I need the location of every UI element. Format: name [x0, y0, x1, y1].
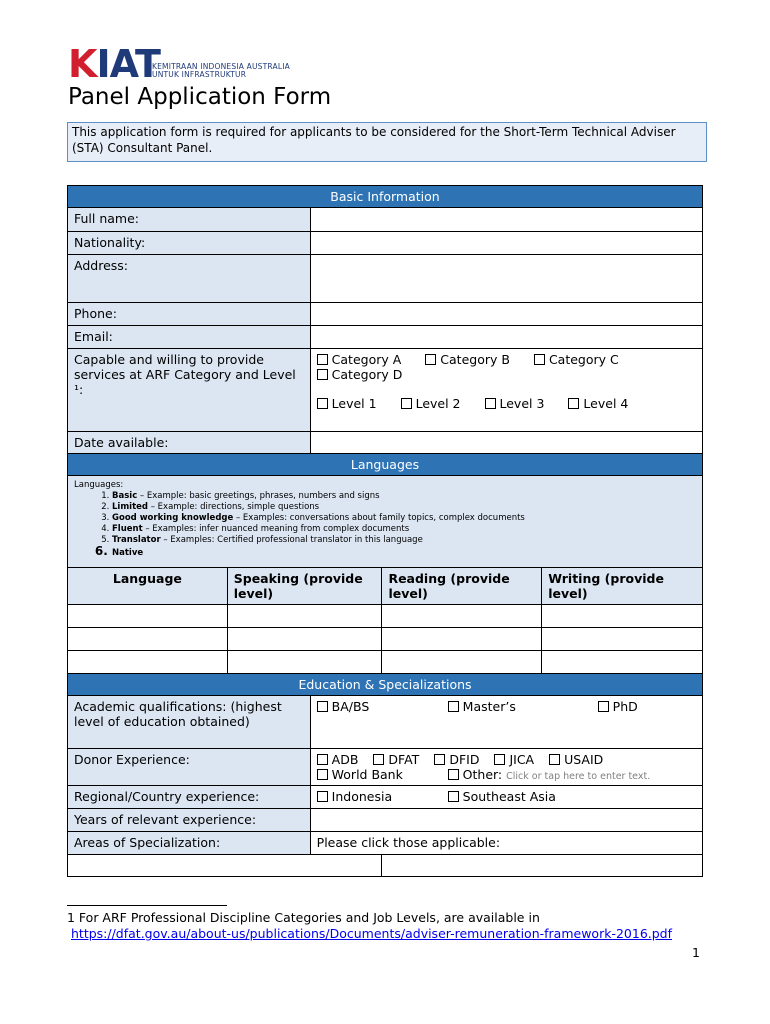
- language-level-item: 3. Good working knowledge – Examples: conversations about family topics, complex documents: [112, 513, 696, 524]
- nationality-field[interactable]: [310, 232, 702, 255]
- years-experience-label: Years of relevant experience:: [68, 809, 311, 832]
- page-title: Panel Application Form: [68, 84, 332, 110]
- language-legend-intro: Languages:: [74, 480, 124, 490]
- logo-mark-k: K: [68, 42, 97, 86]
- application-form-table: [67, 185, 703, 877]
- footnote-text: For ARF Professional Discipline Categories and Job Levels, are available in: [74, 910, 540, 925]
- level-3-checkbox[interactable]: Level 3: [485, 396, 545, 411]
- other-checkbox[interactable]: Other: Click or tap here to enter text.: [448, 767, 651, 782]
- specialization-cell[interactable]: [68, 855, 382, 877]
- speaking-cell[interactable]: [227, 628, 382, 651]
- category-level-options: [310, 349, 702, 432]
- writing-cell[interactable]: [542, 628, 703, 651]
- language-cell[interactable]: [68, 628, 228, 651]
- indonesia-checkbox[interactable]: Indonesia: [317, 789, 448, 804]
- address-field[interactable]: [310, 255, 702, 303]
- footnote: [67, 910, 672, 942]
- years-experience-field[interactable]: [310, 809, 702, 832]
- world-bank-checkbox[interactable]: World Bank: [317, 767, 448, 782]
- phone-field[interactable]: [310, 303, 702, 326]
- language-levels-legend: [68, 476, 703, 568]
- category-a-checkbox[interactable]: Category A: [317, 352, 402, 367]
- address-label: Address:: [68, 255, 311, 303]
- southeast-asia-checkbox[interactable]: Southeast Asia: [448, 789, 556, 804]
- reading-cell[interactable]: [382, 605, 542, 628]
- masters-checkbox[interactable]: Master’s: [448, 699, 598, 714]
- dfid-checkbox[interactable]: DFID: [434, 752, 479, 767]
- language-cell[interactable]: [68, 605, 228, 628]
- language-cell[interactable]: [68, 651, 228, 674]
- academic-options: [310, 696, 702, 749]
- footnote-separator: [67, 905, 227, 906]
- specialization-label: Areas of Specialization:: [68, 832, 311, 855]
- language-level-item: 4. Fluent – Examples: infer nuanced meaning from complex documents: [112, 524, 696, 535]
- regional-label: Regional/Country experience:: [68, 786, 311, 809]
- full-name-label: Full name:: [68, 208, 311, 232]
- table-row: [68, 628, 703, 651]
- intro-box: This application form is required for applicants to be considered for the Short-Term Technical Adviser (STA) Consultant Panel.: [67, 122, 707, 162]
- col-language: Language: [68, 568, 228, 605]
- reading-cell[interactable]: [382, 628, 542, 651]
- logo-line2: UNTUK INFRASTRUKTUR: [152, 70, 247, 79]
- date-available-field[interactable]: [310, 432, 702, 454]
- category-options: [317, 352, 696, 382]
- specialization-cell[interactable]: [382, 855, 703, 877]
- language-level-item: 2. Limited – Example: directions, simple questions: [112, 502, 696, 513]
- writing-cell[interactable]: [542, 605, 703, 628]
- language-level-item: 5. Translator – Examples: Certified professional translator in this language: [112, 535, 696, 546]
- level-4-checkbox[interactable]: Level 4: [568, 396, 628, 411]
- academic-label: Academic qualifications: (highest level of education obtained): [68, 696, 311, 749]
- col-reading: Reading (provide level): [382, 568, 542, 605]
- logo-line1: KEMITRAAN INDONESIA AUSTRALIA: [152, 62, 290, 71]
- ba-bs-checkbox[interactable]: BA/BS: [317, 699, 448, 714]
- category-c-checkbox[interactable]: Category C: [534, 352, 619, 367]
- other-text-input[interactable]: Click or tap here to enter text.: [506, 771, 651, 782]
- donor-label: Donor Experience:: [68, 749, 311, 786]
- section-header-languages: Languages: [68, 454, 703, 476]
- col-writing: Writing (provide level): [542, 568, 703, 605]
- language-level-item: 6. Native: [112, 546, 696, 559]
- email-field[interactable]: [310, 326, 702, 349]
- logo-mark-rest: IAT: [96, 42, 160, 86]
- arf-framework-link[interactable]: https://dfat.gov.au/about-us/publications/Documents/adviser-remuneration-framework-2016.pdf: [71, 926, 673, 941]
- nationality-label: Nationality:: [68, 232, 311, 255]
- language-levels-list: [74, 491, 696, 559]
- logo-mark: [68, 42, 160, 86]
- regional-options: [310, 786, 702, 809]
- logo-text: [152, 63, 290, 79]
- table-row: [68, 651, 703, 674]
- table-row: [68, 605, 703, 628]
- footnote-mark: 1: [67, 910, 75, 925]
- phd-checkbox[interactable]: PhD: [598, 699, 638, 714]
- phone-label: Phone:: [68, 303, 311, 326]
- level-options: [317, 396, 696, 411]
- usaid-checkbox[interactable]: USAID: [549, 752, 603, 767]
- speaking-cell[interactable]: [227, 651, 382, 674]
- specialization-prompt: Please click those applicable:: [310, 832, 702, 855]
- reading-cell[interactable]: [382, 651, 542, 674]
- category-b-checkbox[interactable]: Category B: [425, 352, 510, 367]
- donor-options: [310, 749, 702, 786]
- jica-checkbox[interactable]: JICA: [494, 752, 534, 767]
- full-name-field[interactable]: [310, 208, 702, 232]
- category-level-label: Capable and willing to provide services at ARF Category and Level ¹:: [68, 349, 311, 432]
- speaking-cell[interactable]: [227, 605, 382, 628]
- section-header-education: Education & Specializations: [68, 674, 703, 696]
- section-header-basic: Basic Information: [68, 186, 703, 208]
- dfat-checkbox[interactable]: DFAT: [373, 752, 419, 767]
- col-speaking: Speaking (provide level): [227, 568, 382, 605]
- writing-cell[interactable]: [542, 651, 703, 674]
- language-level-item: 1. Basic – Example: basic greetings, phrases, numbers and signs: [112, 491, 696, 502]
- date-available-label: Date available:: [68, 432, 311, 454]
- category-d-checkbox[interactable]: Category D: [317, 367, 403, 382]
- page-number: 1: [692, 945, 700, 960]
- level-1-checkbox[interactable]: Level 1: [317, 396, 377, 411]
- level-2-checkbox[interactable]: Level 2: [401, 396, 461, 411]
- adb-checkbox[interactable]: ADB: [317, 752, 359, 767]
- email-label: Email:: [68, 326, 311, 349]
